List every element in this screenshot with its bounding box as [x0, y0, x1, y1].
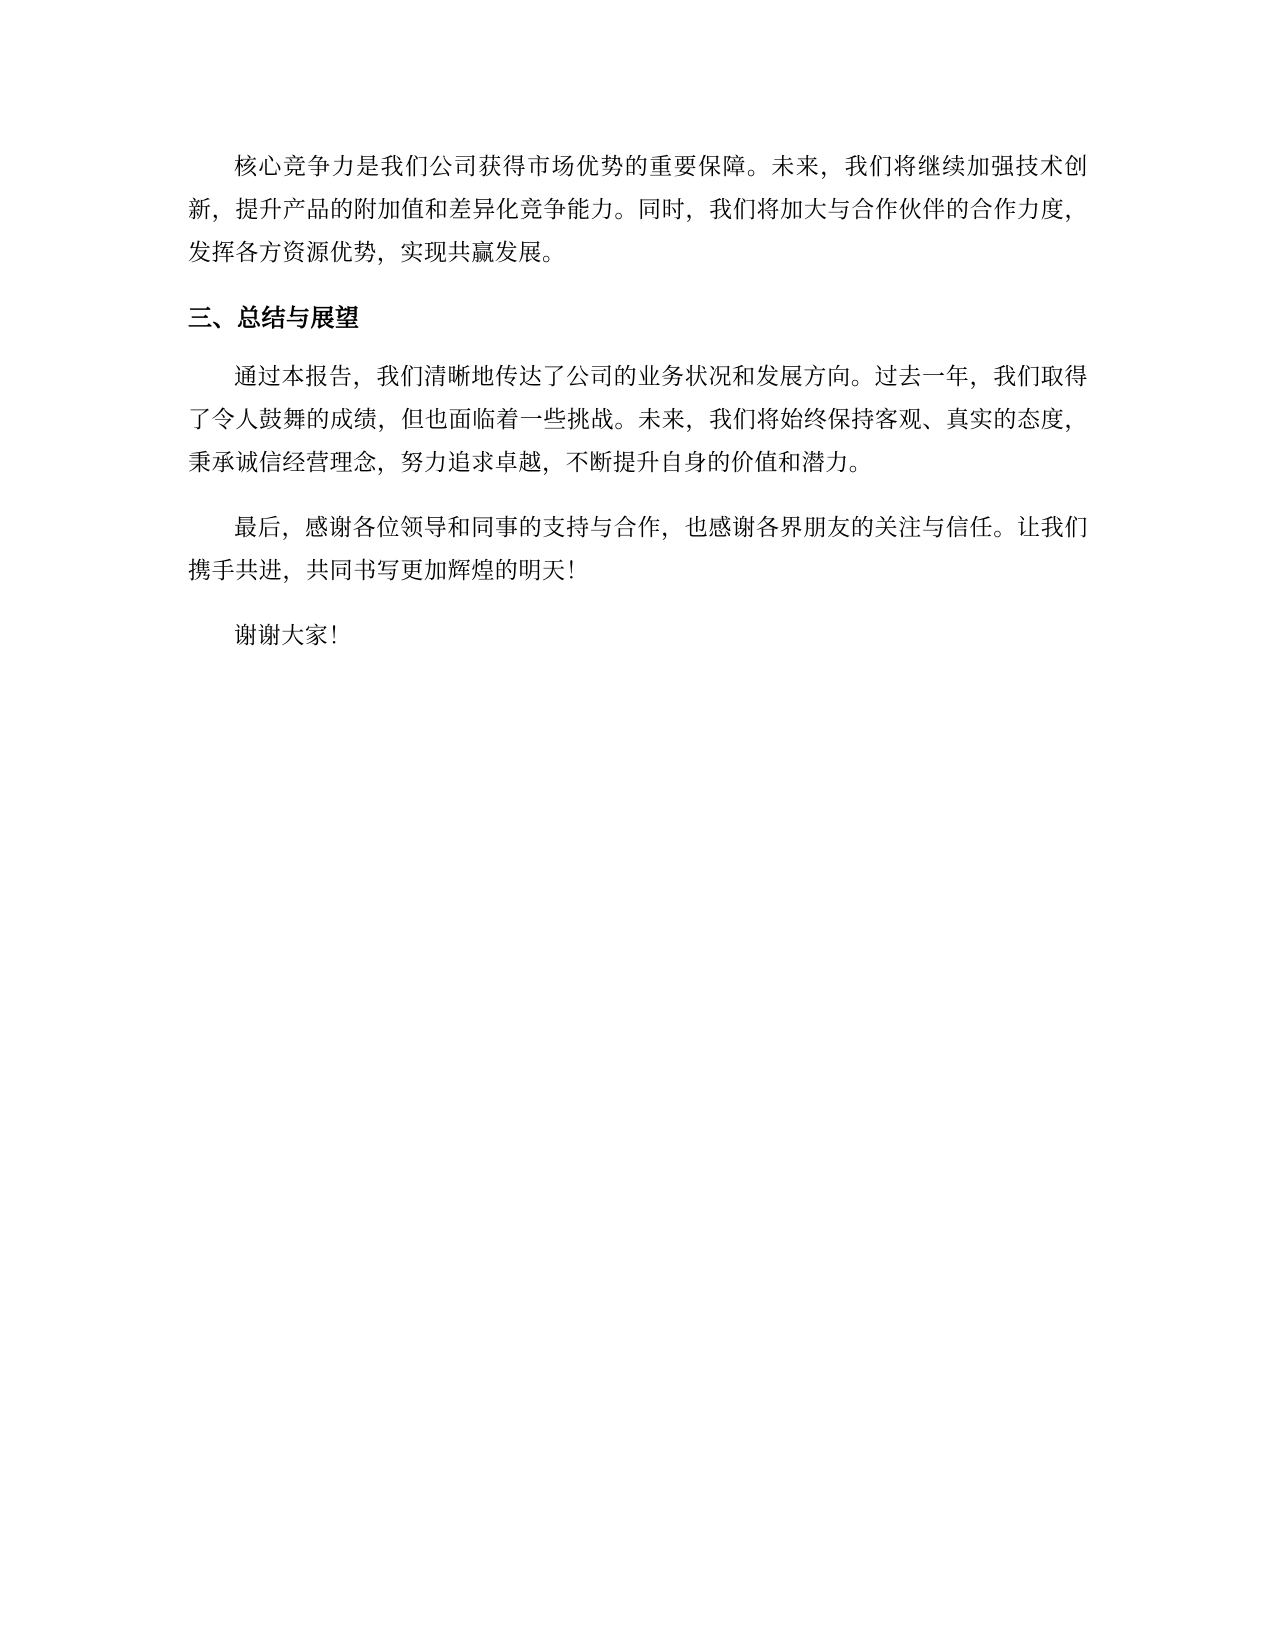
body-paragraph: 核心竞争力是我们公司获得市场优势的重要保障。未来，我们将继续加强技术创新，提升产品的附加值和差异化竞争能力。同时，我们将加大与合作伙伴的合作力度，发挥各方资源优势，实现共赢发展。: [188, 154, 1088, 266]
body-paragraph: 通过本报告，我们清晰地传达了公司的业务状况和发展方向。过去一年，我们取得了令人鼓舞的成绩，但也面临着一些挑战。未来，我们将始终保持客观、真实的态度，秉承诚信经营理念，努力追求卓越，不断提升自身的价值和潜力。: [188, 364, 1088, 476]
closing-line: 谢谢大家！: [234, 623, 352, 649]
document-body: [188, 146, 1088, 658]
body-paragraph: 最后，感谢各位领导和同事的支持与合作，也感谢各界朋友的关注与信任。让我们携手共进，共同书写更加辉煌的明天！: [188, 515, 1088, 584]
section-heading: 三、总结与展望: [188, 304, 360, 332]
